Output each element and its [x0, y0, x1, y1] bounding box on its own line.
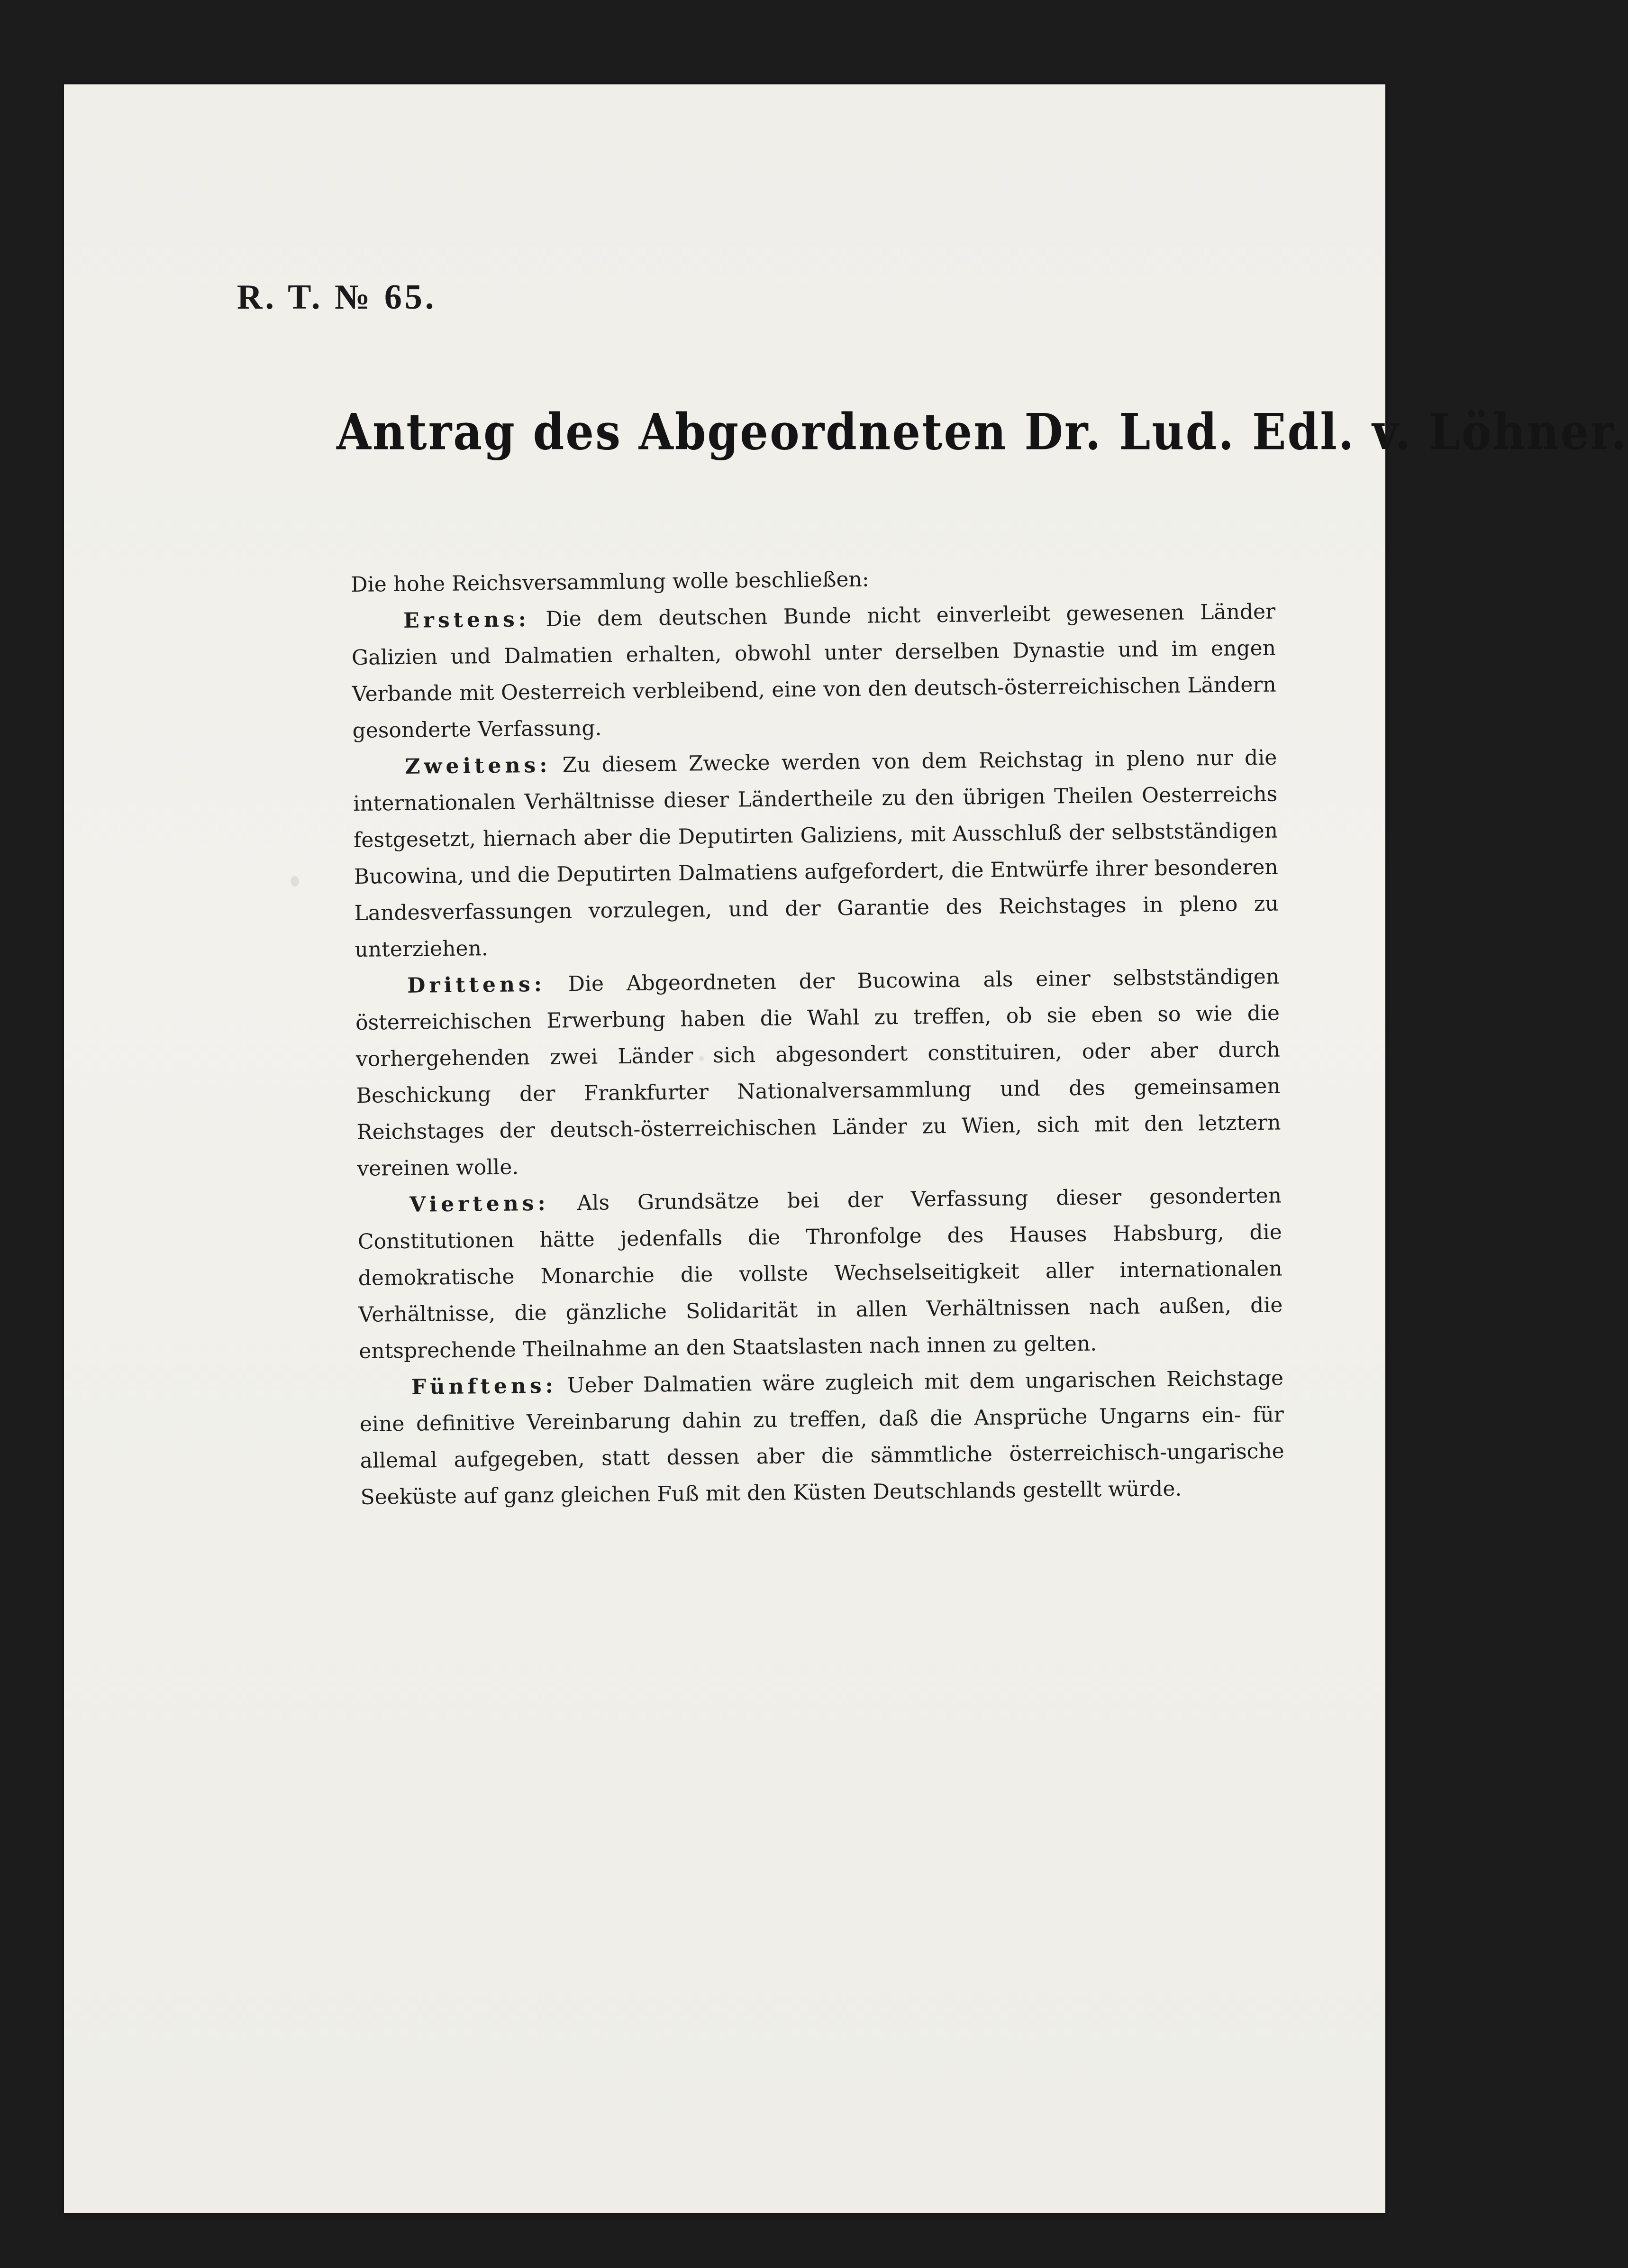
point-text: Als Grundsätze bei der Verfassung dieser gesonderten Constitutionen hätte jedenfalls die Thronfolge des Hauses Habsburg, die demokratische Monarchie die vollste Wechselseitigkeit aller internationalen Verhältnisse, die gänzliche Solidarität in allen Verhältnissen nach außen, die entsprechende Theilnahme an den Staatslasten nach innen zu gelten.	[357, 1183, 1283, 1363]
intro-paragraph: Die hohe Reichsversammlung wolle beschließen:	[351, 567, 869, 597]
point-label: Fünftens:	[411, 1373, 557, 1399]
point-paragraph-2	[353, 740, 1279, 968]
point-paragraph-5	[359, 1360, 1285, 1515]
point-label: Zweitens:	[405, 753, 551, 779]
point-label: Erstens:	[403, 607, 530, 633]
point-text: Die Abgeordneten der Bucowina als einer selbstständigen österreichischen Erwerbung haben die Wahl zu treffen, ob sie eben so wie die vorhergehenden zwei Länder sich abgesondert constituiren, oder aber durch Beschickung der Frankfurter Nationalversammlung und des gemeinsamen Reichstages der deutsch-österreichischen Länder zu Wien, sich mit den letztern vereinen wolle.	[355, 964, 1281, 1181]
point-paragraph-4	[357, 1178, 1283, 1370]
point-text: Zu diesem Zwecke werden von dem Reichstag in pleno nur die internationalen Verhältnisse dieser Ländertheile zu den übrigen Theilen Oesterreichs festgesetzt, hiernach aber die Deputirten Galiziens, mit Ausschluß der selbstständigen Bucowina, und die Deputirten Dalmatiens aufgefordert, die Entwürfe ihrer besonderen Landesverfassungen vorzulegen, und der Garantie des Reichstages in pleno zu unterziehen.	[353, 745, 1279, 962]
register-number: R. T. № 65.	[237, 278, 437, 317]
point-paragraph-3	[355, 959, 1282, 1187]
point-text: Die dem deutschen Bunde nicht einverleibt gewesenen Länder Galizien und Dalmatien erhalten, obwohl unter derselben Dynastie und im engen Verbande mit Oesterreich verbleibend, eine von den deutsch-österreichischen Ländern gesonderte Verfassung.	[351, 599, 1276, 743]
document-title: Antrag des Abgeordneten Dr. Lud. Edl. v. Löhner.	[337, 403, 1628, 462]
point-paragraph-1	[351, 594, 1277, 749]
paper-stain	[291, 876, 299, 887]
point-label: Viertens:	[409, 1191, 549, 1217]
point-label: Drittens:	[407, 972, 546, 998]
point-text: Ueber Dalmatien wäre zugleich mit dem ungarischen Reichstage eine definitive Vereinbarung dahin zu treffen, daß die Ansprüche Ungarns ein- für allemal aufgegeben, statt dessen aber die sämmtliche österreichisch-ungarische Seeküste auf ganz gleichen Fuß mit den Küsten Deutschlands gestellt würde.	[359, 1366, 1284, 1509]
document-body	[351, 557, 1285, 1516]
